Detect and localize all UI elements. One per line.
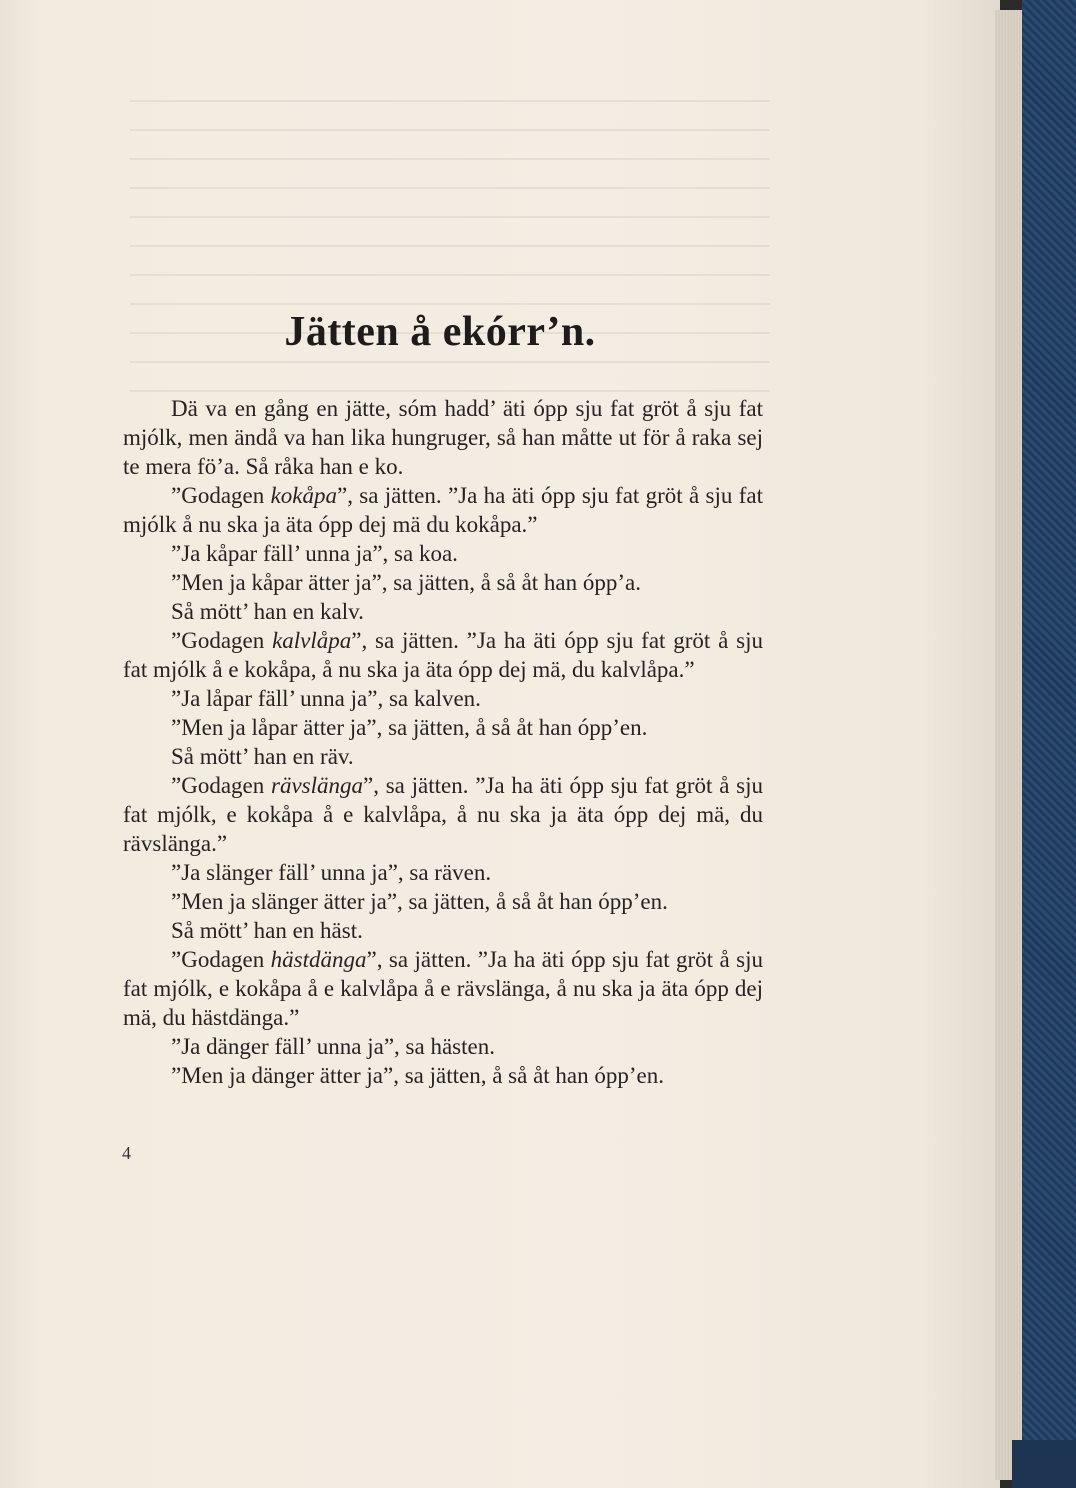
paragraph: ”Ja dänger fäll’ unna ja”, sa hästen. — [171, 1034, 495, 1059]
paragraph: ”Men ja låpar ätter ja”, sa jätten, å så åt han ópp’en. — [171, 715, 648, 740]
paragraph: ”Men ja slänger ätter ja”, sa jätten, å så åt han ópp’en. — [171, 889, 668, 914]
paragraph: ”Ja låpar fäll’ unna ja”, sa kalven. — [171, 686, 481, 711]
chapter-title: Jätten å ekórr’n. — [284, 309, 596, 355]
page-number: 4 — [122, 1143, 131, 1163]
paragraph: ”Ja slänger fäll’ unna ja”, sa räven. — [171, 860, 492, 885]
paragraph: Så mött’ han en kalv. — [171, 599, 364, 624]
paragraph: ”Godagen hästdänga”, sa jätten. ”Ja ha äti ópp sju fat gröt å sju fat mjólk, e kokåpa å e kalvlåpa å e rävslänga, å nu ska ja äta ópp dej mä, du hästdänga.” — [123, 947, 763, 1030]
paragraph: ”Men ja dänger ätter ja”, sa jätten, å så åt han ópp’en. — [171, 1063, 664, 1088]
paragraph: ”Godagen kokåpa”, sa jätten. ”Ja ha äti ópp sju fat gröt å sju fat mjólk å nu ska ja äta ópp dej mä du kokåpa.” — [123, 483, 763, 537]
paragraph: Så mött’ han en räv. — [171, 744, 354, 769]
paragraph: ”Ja kåpar fäll’ unna ja”, sa koa. — [171, 541, 458, 566]
paragraph: ”Men ja kåpar ätter ja”, sa jätten, å så åt han ópp’a. — [171, 570, 641, 595]
paragraph: ”Godagen rävslänga”, sa jätten. ”Ja ha äti ópp sju fat gröt å sju fat mjólk, e kokåpa å e kalvlåpa, å nu ska ja äta ópp dej mä, du rävslänga.” — [123, 773, 763, 856]
book-cover — [1022, 0, 1076, 1488]
paragraph: Så mött’ han en häst. — [171, 918, 363, 943]
body-text — [123, 394, 763, 1090]
paragraph: ”Godagen kalvlåpa”, sa jätten. ”Ja ha äti ópp sju fat gröt å sju fat mjólk å e kokåpa, å nu ska ja äta ópp dej mä, du kalvlåpa.” — [123, 628, 763, 682]
book-cover-corner — [1012, 1440, 1076, 1488]
paragraph: Dä va en gång en jätte, sóm hadd’ äti ópp sju fat gröt å sju fat mjólk, men ändå va han lika hungruger, så han måtte ut för å raka sej te mera fö’a. Så råka han e ko. — [123, 396, 763, 479]
page-edges — [995, 10, 1025, 1480]
